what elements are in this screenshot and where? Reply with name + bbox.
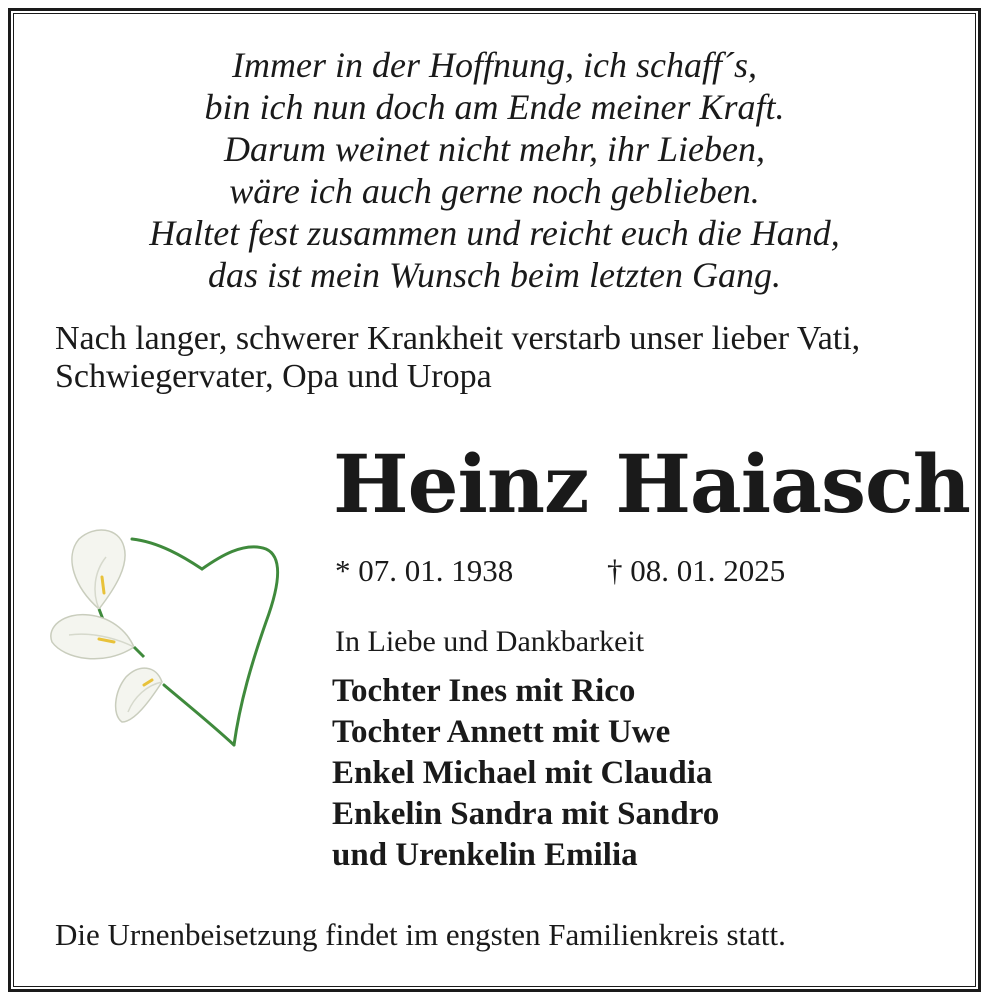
poem-line: bin ich nun doch am Ende meiner Kraft.: [204, 87, 785, 127]
calla-lily-heart-icon: [44, 517, 284, 747]
death-date: † 08. 01. 2025: [607, 553, 786, 588]
poem-line: Darum weinet nicht mehr, ihr Lieben,: [224, 129, 765, 169]
mourner-name: Tochter Annett mit Uwe: [332, 714, 671, 750]
intro-line: Schwiegervater, Opa und Uropa: [55, 358, 492, 395]
poem-line: das ist mein Wunsch beim letzten Gang.: [208, 255, 781, 295]
mourner-name: und Urenkelin Emilia: [332, 837, 638, 873]
intro-text: [55, 320, 955, 396]
mourners-greeting: In Liebe und Dankbarkeit: [335, 625, 645, 658]
deceased-name: Heinz Haiasch: [333, 437, 970, 531]
birth-date: * 07. 01. 1938: [335, 553, 514, 588]
poem: [60, 44, 929, 296]
poem-line: Immer in der Hoffnung, ich schaff´s,: [232, 45, 757, 85]
mourner-name: Tochter Ines mit Rico: [332, 673, 636, 709]
closing-note: Die Urnenbeisetzung findet im engsten Familienkreis statt.: [55, 917, 786, 952]
poem-line: Haltet fest zusammen und reicht euch die Hand,: [149, 213, 840, 253]
mourner-name: Enkelin Sandra mit Sandro: [332, 796, 720, 832]
mourner-name: Enkel Michael mit Claudia: [332, 755, 713, 791]
intro-line: Nach langer, schwerer Krankheit verstarb unser lieber Vati,: [55, 320, 861, 357]
mourners-list: [332, 671, 719, 876]
poem-line: wäre ich auch gerne noch geblieben.: [229, 171, 760, 211]
